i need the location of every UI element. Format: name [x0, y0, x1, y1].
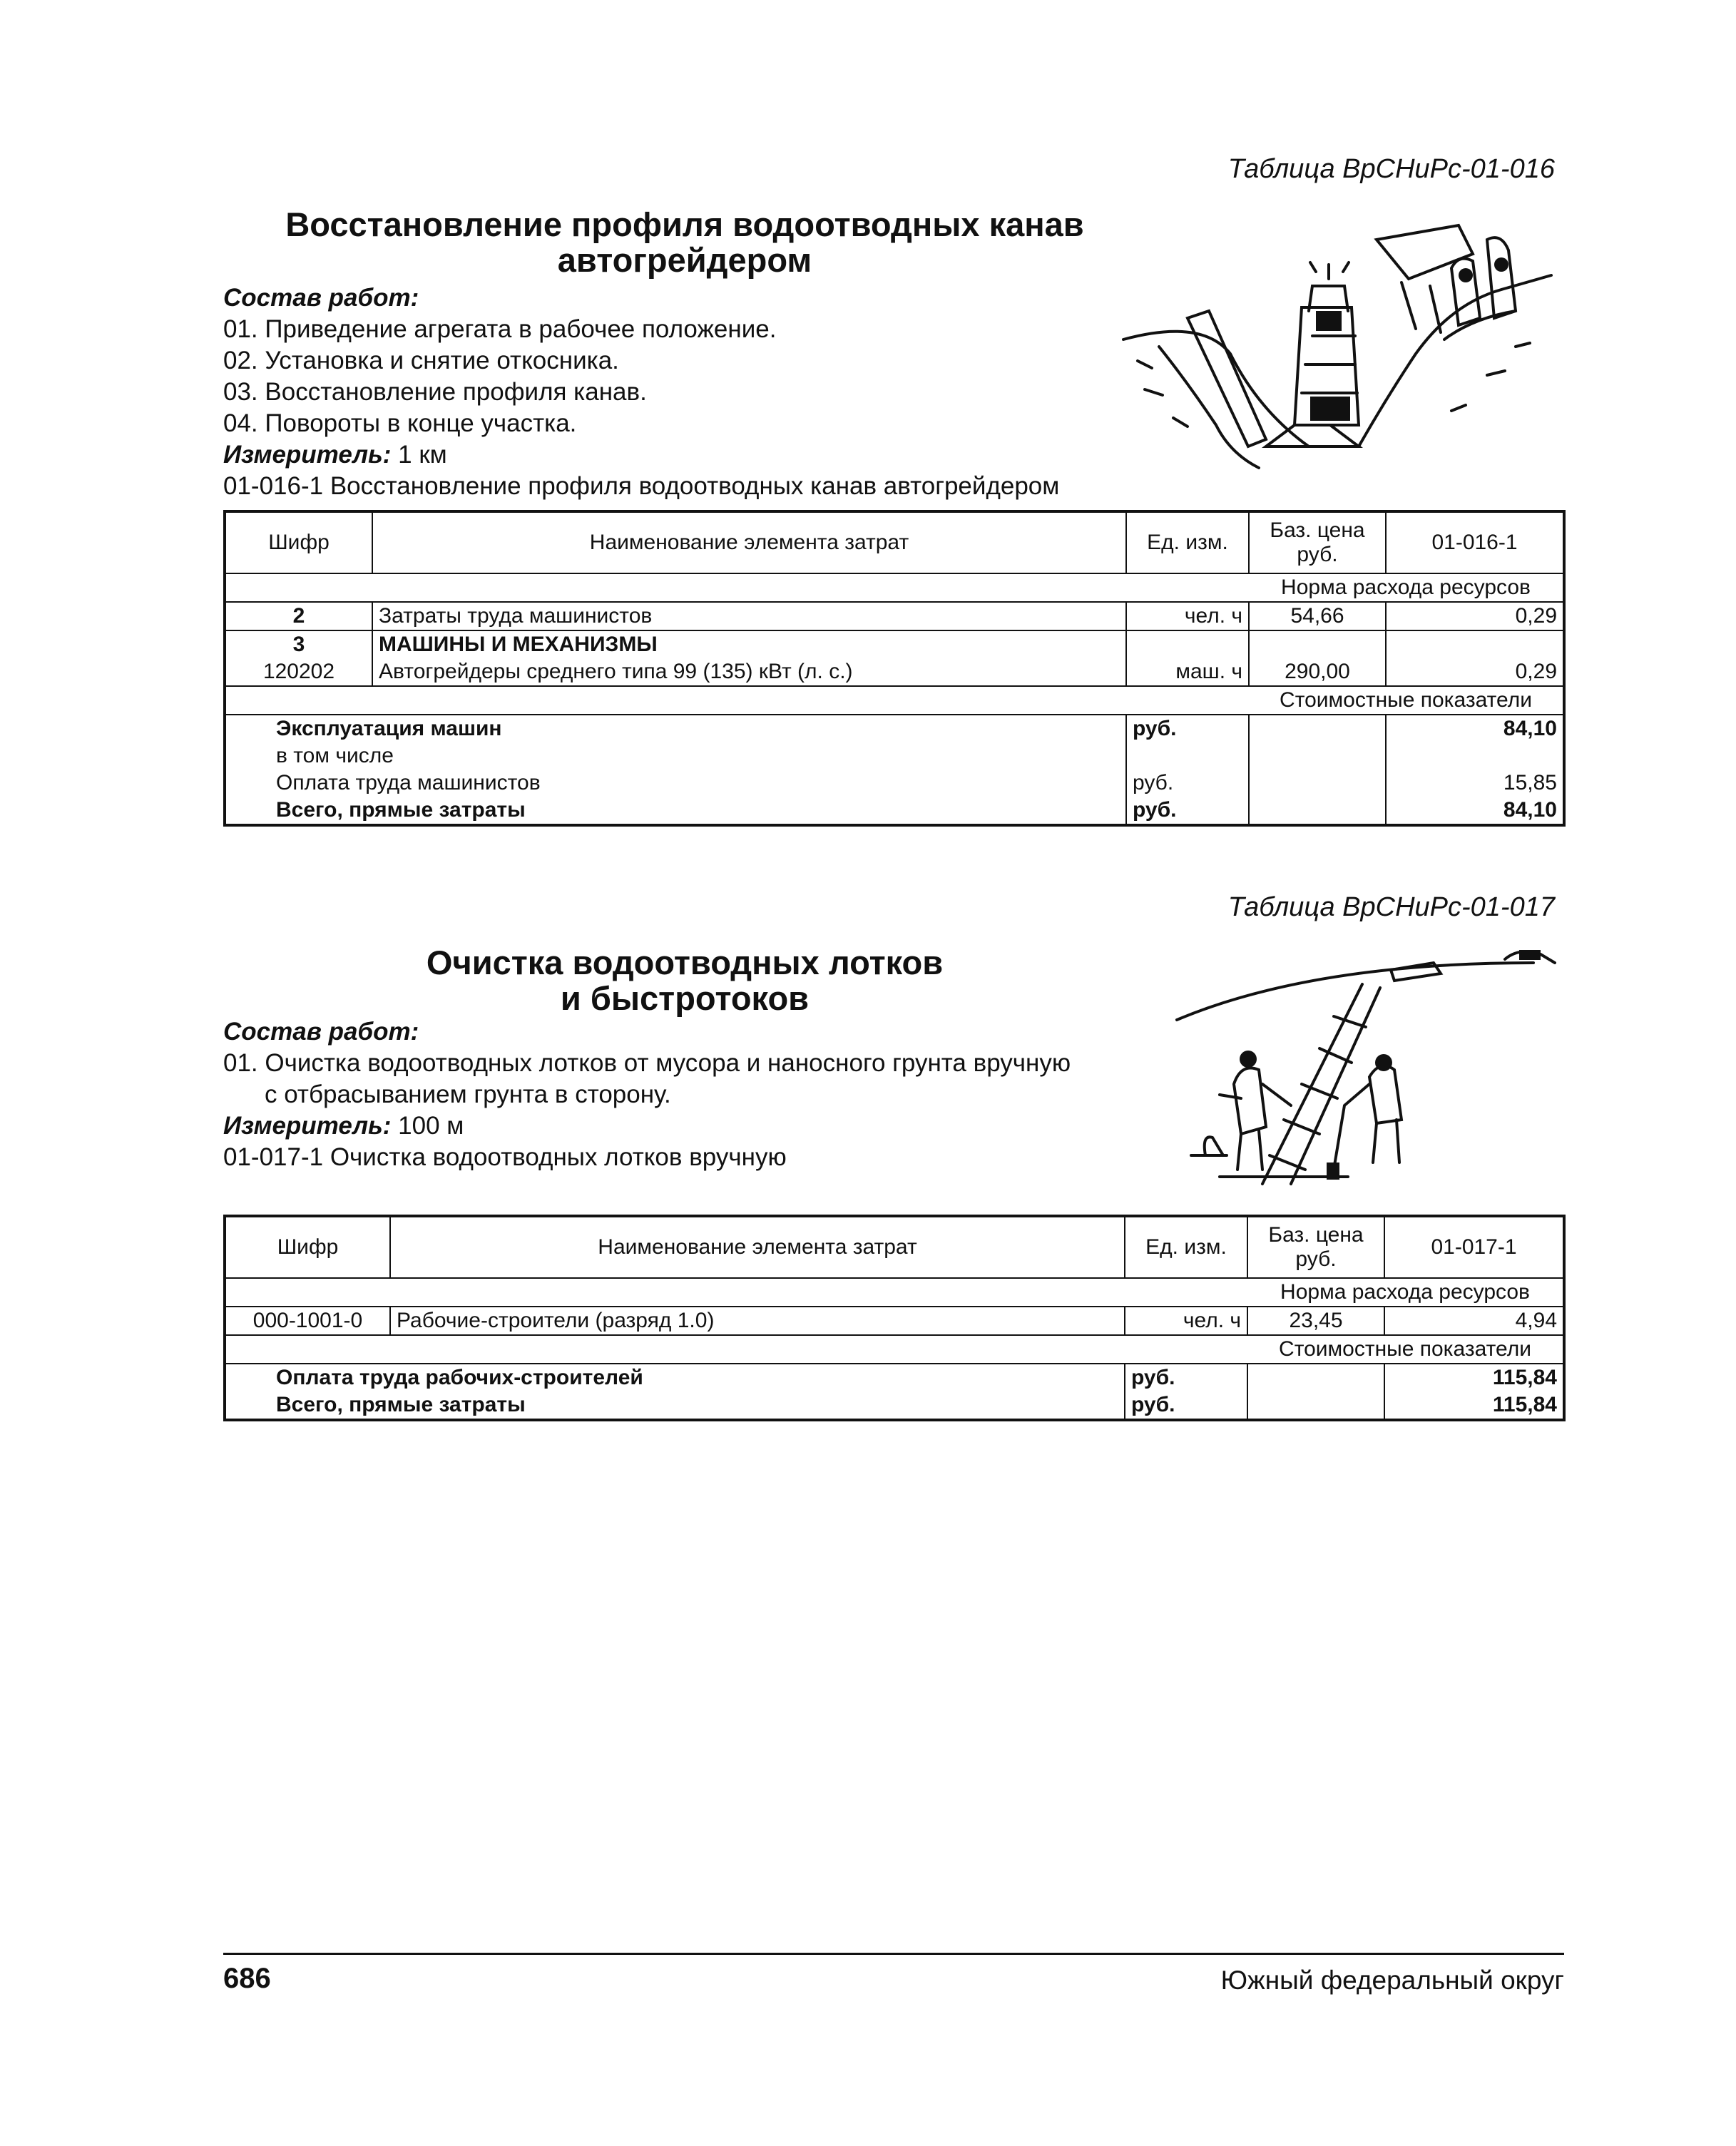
header-unit: Ед. изм.	[1126, 511, 1249, 573]
cost-table	[223, 510, 1566, 827]
measure-value: 100 м	[391, 1112, 464, 1140]
row-code: 000-1001-0	[225, 1307, 390, 1335]
table-row	[225, 686, 1564, 715]
header-unit: Ед. изм.	[1125, 1216, 1247, 1278]
row-value: 0,29	[1386, 658, 1564, 686]
header-price: Баз. цена руб.	[1247, 1216, 1384, 1278]
page-number: 686	[223, 1963, 271, 1994]
footer-divider	[223, 1953, 1564, 1955]
section-title-line: Восстановление профиля водоотводных канав	[285, 205, 1084, 243]
motor-grader-illustration	[1116, 211, 1558, 489]
cost-name: Оплата труда рабочих-строителей	[225, 1364, 1125, 1391]
row-name: Затраты труда машинистов	[372, 602, 1126, 630]
table-row	[225, 1391, 1564, 1420]
cost-name: Эксплуатация машин	[225, 715, 1126, 742]
cost-name: Всего, прямые затраты	[225, 797, 1126, 825]
cost-unit: руб.	[1126, 770, 1249, 797]
row-price: 54,66	[1249, 602, 1386, 630]
table-row	[225, 797, 1564, 825]
cost-unit: руб.	[1126, 715, 1249, 742]
table-row	[225, 630, 1564, 658]
table-row	[225, 658, 1564, 686]
cost-value: 84,10	[1386, 715, 1564, 742]
section-title-line: автогрейдером	[557, 241, 812, 279]
item-line: 01-017-1 Очистка водоотводных лотков вручную	[223, 1143, 787, 1171]
composition-label: Состав работ:	[223, 284, 419, 312]
header-code: Шифр	[225, 1216, 390, 1278]
cost-table	[223, 1215, 1566, 1421]
cost-name: Всего, прямые затраты	[225, 1391, 1125, 1420]
work-step	[223, 1079, 1071, 1110]
row-value: 0,29	[1386, 602, 1564, 630]
table-reference: Таблица ВрСНиРс-01-017	[1227, 892, 1555, 922]
item-line: 01-016-1 Восстановление профиля водоотводных канав автогрейдером	[223, 472, 1060, 500]
row-name: Автогрейдеры среднего типа 99 (135) кВт (л. с.)	[372, 658, 1126, 686]
work-step: 02. Установка и снятие откосника.	[223, 347, 619, 374]
row-value: 4,94	[1384, 1307, 1564, 1335]
section-title-line: и быстротоков	[560, 979, 810, 1017]
cost-name: в том числе	[225, 742, 1126, 770]
workers-cleaning-illustration	[1134, 941, 1562, 1198]
table-header-row	[225, 511, 1564, 573]
work-step: 04. Повороты в конце участка.	[223, 409, 577, 437]
table-row	[225, 573, 1564, 602]
row-code: 3	[225, 630, 372, 658]
table-row	[225, 1364, 1564, 1391]
cost-unit: руб.	[1126, 797, 1249, 825]
header-name: Наименование элемента затрат	[390, 1216, 1125, 1278]
row-unit: чел. ч	[1126, 602, 1249, 630]
cost-value: 15,85	[1386, 770, 1564, 797]
header-item-code: 01-016-1	[1386, 511, 1564, 573]
row-unit: чел. ч	[1125, 1307, 1247, 1335]
cost-value: 115,84	[1384, 1364, 1564, 1391]
work-composition	[223, 1016, 1071, 1173]
measure-line	[223, 439, 1059, 471]
cost-header: Стоимостные показатели	[1249, 686, 1564, 715]
table-row	[225, 602, 1564, 630]
table-row	[225, 770, 1564, 797]
table-row	[225, 742, 1564, 770]
table-header-row	[225, 1216, 1564, 1278]
table-reference: Таблица ВрСНиРс-01-016	[1227, 154, 1555, 184]
row-unit: маш. ч	[1126, 658, 1249, 686]
section-title	[314, 945, 1056, 1016]
section-title-line: Очистка водоотводных лотков	[426, 944, 944, 981]
footer-district: Южный федеральный округ	[1220, 1966, 1564, 1995]
table-row	[225, 1307, 1564, 1335]
measure-line	[223, 1110, 1071, 1142]
work-composition	[223, 282, 1059, 502]
row-code: 2	[225, 602, 372, 630]
table-row	[225, 1335, 1564, 1364]
work-step: 03. Восстановление профиля канав.	[223, 378, 647, 406]
row-code: 120202	[225, 658, 372, 686]
header-code: Шифр	[225, 511, 372, 573]
cost-name: Оплата труда машинистов	[225, 770, 1126, 797]
measure-label: Измеритель:	[223, 441, 392, 469]
header-name: Наименование элемента затрат	[372, 511, 1126, 573]
work-step: 01. Приведение агрегата в рабочее положение.	[223, 315, 777, 343]
table-row	[225, 715, 1564, 742]
header-item-code: 01-017-1	[1384, 1216, 1564, 1278]
norm-header: Норма расхода ресурсов	[1249, 573, 1564, 602]
work-step-continuation: с отбрасыванием грунта в сторону.	[265, 1080, 671, 1108]
table-row	[225, 1278, 1564, 1307]
composition-label: Состав работ:	[223, 1018, 419, 1046]
work-step: 01. Очистка водоотводных лотков от мусора и наносного грунта вручную	[223, 1049, 1071, 1077]
row-name: Рабочие-строители (разряд 1.0)	[390, 1307, 1125, 1335]
row-price: 290,00	[1249, 658, 1386, 686]
measure-value: 1 км	[391, 441, 447, 469]
cost-header: Стоимостные показатели	[1247, 1335, 1564, 1364]
header-price: Баз. цена руб.	[1249, 511, 1386, 573]
cost-unit: руб.	[1125, 1364, 1247, 1391]
cost-unit: руб.	[1125, 1391, 1247, 1420]
cost-value: 115,84	[1384, 1391, 1564, 1420]
row-name: МАШИНЫ И МЕХАНИЗМЫ	[372, 630, 1126, 658]
norm-header: Норма расхода ресурсов	[1247, 1278, 1564, 1307]
measure-label: Измеритель:	[223, 1112, 392, 1140]
row-price: 23,45	[1247, 1307, 1384, 1335]
section-title	[214, 207, 1155, 278]
cost-value: 84,10	[1386, 797, 1564, 825]
